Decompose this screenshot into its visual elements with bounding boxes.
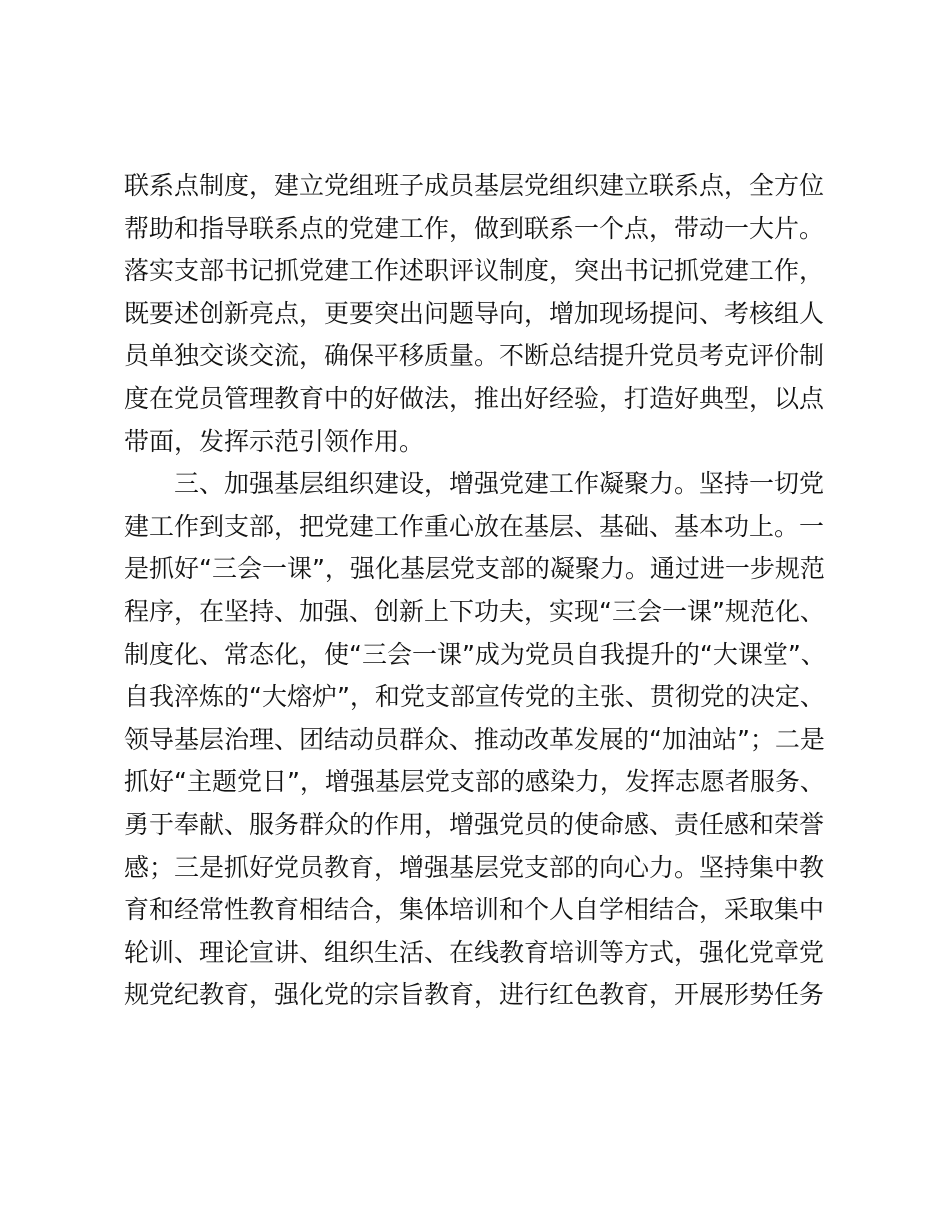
text-line: 既要述创新亮点，更要突出问题导向，增加现场提问、考核组人 [124, 298, 825, 328]
text-line: 带面，发挥示范引领作用。 [124, 426, 425, 456]
text-line: 落实支部书记抓党建工作述职评议制度，突出书记抓党建工作， [124, 256, 825, 286]
text-line: 轮训、理论宣讲、组织生活、在线教育培训等方式，强化党章党 [124, 937, 825, 967]
text-line: 联系点制度，建立党组班子成员基层党组织建立联系点，全方位 [124, 171, 825, 200]
body-text [124, 165, 834, 1017]
text-line: 规党纪教育，强化党的宗旨教育，进行红色教育，开展形势任务 [124, 980, 825, 1010]
text-line: 是抓好“三会一课”，强化基层党支部的凝聚力。通过进一步规范 [124, 554, 825, 584]
text-line: 帮助和指导联系点的党建工作，做到联系一个点，带动一大片。 [124, 213, 825, 243]
text-line: 程序，在坚持、加强、创新上下功夫，实现“三会一课”规范化、 [124, 596, 825, 626]
text-line: 自我淬炼的“大熔炉”，和党支部宣传党的主张、贯彻党的决定、 [124, 682, 825, 712]
text-line: 抓好“主题党日”，增强基层党支部的感染力，发挥志愿者服务、 [124, 767, 825, 797]
section-heading-line: 三、加强基层组织建设，增强党建工作凝聚力。坚持一切党 [124, 469, 825, 499]
text-line: 度在党员管理教育中的好做法，推出好经验，打造好典型，以点 [124, 383, 825, 413]
text-line: 勇于奉献、服务群众的作用，增强党员的使命感、责任感和荣誉 [124, 809, 825, 839]
text-line: 员单独交谈交流，确保平移质量。不断总结提升党员考克评价制 [124, 341, 825, 371]
text-line: 建工作到支部，把党建工作重心放在基层、基础、基本功上。一 [124, 511, 825, 541]
text-line: 感；三是抓好党员教育，增强基层党支部的向心力。坚持集中教 [124, 852, 825, 882]
text-line: 制度化、常态化，使“三会一课”成为党员自我提升的“大课堂”、 [124, 639, 826, 669]
text-line: 领导基层治理、团结动员群众、推动改革发展的“加油站”；二是 [124, 724, 825, 754]
text-line: 育和经常性教育相结合，集体培训和个人自学相结合，采取集中 [124, 895, 825, 925]
